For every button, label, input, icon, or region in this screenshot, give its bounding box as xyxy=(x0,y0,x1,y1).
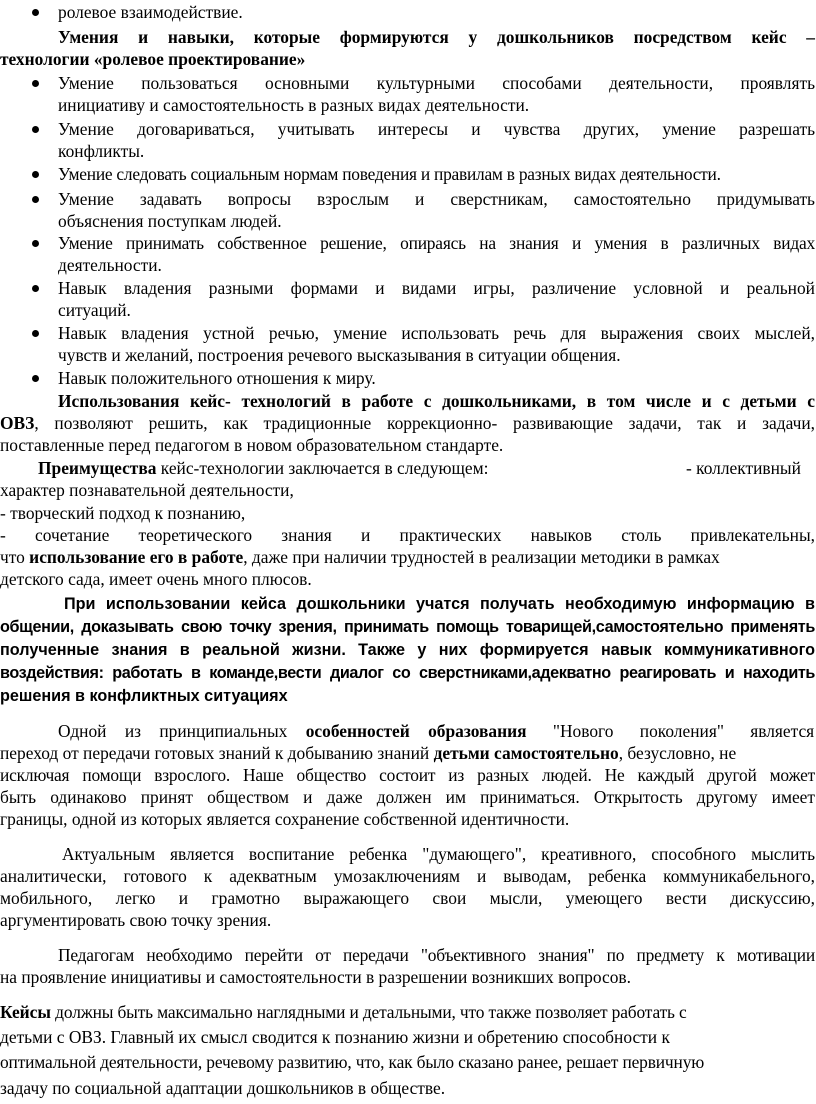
usage-line2-rest: , позволяют решить, как традиционные коррекционно- развивающие задачи, так и задачи, xyxy=(34,413,815,433)
advantages-bold: Преимущества xyxy=(38,458,157,478)
ovz-abbreviation: ОВЗ xyxy=(0,413,35,433)
skill-item-3-line1: Умение следовать социальным нормам поведения и правилам в разных видах деятельности. xyxy=(58,164,721,184)
skills-heading-line1: Умения и навыки, которые формируются у дошкольников посредством кейс – xyxy=(58,27,815,47)
teachers-line1: Педагогам необходимо перейти от передачи "объективного знания" по предмету к мотивации xyxy=(58,945,815,965)
skill-item-7-line2: чувств и желаний, построения речевого высказывания в ситуации общения. xyxy=(58,345,621,365)
cases-line2: детьми с ОВЗ. Главный их смысл сводится к познанию жизни и обретению способности к xyxy=(0,1027,670,1047)
actual-line4: аргументировать свою точку зрения. xyxy=(0,910,272,930)
bullet-icon xyxy=(32,240,39,247)
cases-bold: Кейсы xyxy=(0,1002,51,1022)
actual-line1: Актуальным является воспитание ребенка "думающего", креативного, способного мыслить xyxy=(62,844,815,864)
advantages-item3-line2 xyxy=(0,549,815,566)
cases-line4: задачу по социальной адаптации дошкольников в обществе. xyxy=(0,1078,446,1098)
bullet-icon xyxy=(32,196,39,203)
case-para-line1: При использовании кейса дошкольники учатся получать необходимую информацию в xyxy=(64,595,815,613)
bullet-icon xyxy=(32,171,39,178)
bullet-icon xyxy=(32,126,39,133)
cases-line1 xyxy=(0,1004,815,1021)
skill-item-2-line2: конфликты. xyxy=(58,141,145,161)
principles-line2-bold: детьми самостоятельно xyxy=(433,743,619,763)
skill-item-4-line2: объяснения поступкам людей. xyxy=(58,211,282,231)
advantages-item3-suffix: , даже при наличии трудностей в реализации методики в рамках xyxy=(243,547,720,567)
principles-line1 xyxy=(58,723,815,740)
skill-item-6-line2: ситуаций. xyxy=(58,300,131,320)
bullet-icon xyxy=(32,285,39,292)
principles-line3: исключая помощи взрослого. Наше общество состоит из разных людей. Не каждый другой может xyxy=(0,765,815,785)
actual-line3: мобильного, легко и грамотно выражающего свои мысли, умеющего вести дискуссию, xyxy=(0,888,815,908)
case-para-line4: воздействия: работать в команде,вести диалог со сверстниками,адекватно реагировать и находить xyxy=(0,664,815,682)
advantages-item1-start: - коллективный xyxy=(686,458,801,478)
bullet-icon xyxy=(32,330,39,337)
skill-item-1-line1: Умение пользоваться основными культурными способами деятельности, проявлять xyxy=(58,73,815,93)
usage-bold-line1: Использования кейс- технологий в работе с дошкольниками, в том числе и с детьми с xyxy=(58,391,815,411)
actual-line2: аналитически, готового к адекватным умозаключениям и выводам, ребенка коммуникабельного, xyxy=(0,866,815,886)
principles-line1-bold: особенностей образования xyxy=(305,721,527,741)
skill-item-5-line2: деятельности. xyxy=(58,255,162,275)
skill-item-5-line1: Умение принимать собственное решение, опираясь на знания и умения в различных видах xyxy=(58,233,815,253)
principles-line2-b: , безусловно, не xyxy=(618,743,737,763)
advantages-intro: кейс-технологии заключается в следующем: xyxy=(156,458,489,478)
advantages-item3-line1: - сочетание теоретического знания и практических навыков столь привлекательны, xyxy=(0,525,815,545)
skills-heading-line2: технологии «ролевое проектирование» xyxy=(0,49,306,69)
principles-line1-a: Одной из принципиальных xyxy=(58,721,306,741)
principles-line1-b: "Нового поколения" является xyxy=(526,721,815,741)
skill-item-1-line2: инициативу и самостоятельность в разных видах деятельности. xyxy=(58,95,530,115)
usage-line2 xyxy=(0,415,815,432)
cases-line3: оптимальной деятельности, речевому развитию, что, как было сказано ранее, решает первичную xyxy=(0,1052,705,1072)
principles-line2-a: переход от передачи готовых знаний к добыванию знаний xyxy=(0,743,434,763)
cases-line1-rest: должны быть максимально наглядными и детальными, что также позволяет работать с xyxy=(50,1002,687,1022)
skill-item-4-line1: Умение задавать вопросы взрослым и сверстникам, самостоятельно придумывать xyxy=(58,189,815,209)
advantages-item3-line3: детского сада, имеет очень много плюсов. xyxy=(0,569,312,589)
case-para-line3: полученные знания в реальной жизни. Также у них формируется навык коммуникативного xyxy=(0,641,815,659)
case-para-line2: общении, доказывать свою точку зрения, принимать помощь товарищей,самостоятельно применять xyxy=(0,618,815,636)
advantages-item3-prefix: что xyxy=(0,547,30,567)
bullet-icon xyxy=(32,9,39,16)
usage-line3: поставленные перед педагогом в новом образовательном стандарте. xyxy=(0,435,504,455)
advantages-item3-bold: использование его в работе xyxy=(29,547,244,567)
case-para-line5: решения в конфликтных ситуациях xyxy=(0,687,288,705)
principles-line5: границы, одной из которых является сохранение собственной идентичности. xyxy=(0,809,570,829)
skill-item-8-line1: Навык положительного отношения к миру. xyxy=(58,368,376,388)
principles-line4: быть одинаково принят обществом и даже должен им приниматься. Открытость другому имеет xyxy=(0,787,815,807)
principles-line2 xyxy=(0,745,815,762)
bullet-icon xyxy=(32,80,39,87)
skill-item-7-line1: Навык владения устной речью, умение использовать речь для выражения своих мыслей, xyxy=(58,323,815,343)
advantages-item1-end: характер познавательной деятельности, xyxy=(0,480,294,500)
teachers-line2: на проявление инициативы и самостоятельности в разрешении возникших вопросов. xyxy=(0,967,631,987)
bullet-icon xyxy=(32,375,39,382)
skill-item-2-line1: Умение договариваться, учитывать интересы и чувства других, умение разрешать xyxy=(58,119,815,139)
advantages-line1 xyxy=(38,460,488,477)
skill-item-6-line1: Навык владения разными формами и видами игры, различение условной и реальной xyxy=(58,278,815,298)
advantages-item2: - творческий подход к познанию, xyxy=(0,503,246,523)
intro-bullet-text: ролевое взаимодействие. xyxy=(58,2,243,22)
